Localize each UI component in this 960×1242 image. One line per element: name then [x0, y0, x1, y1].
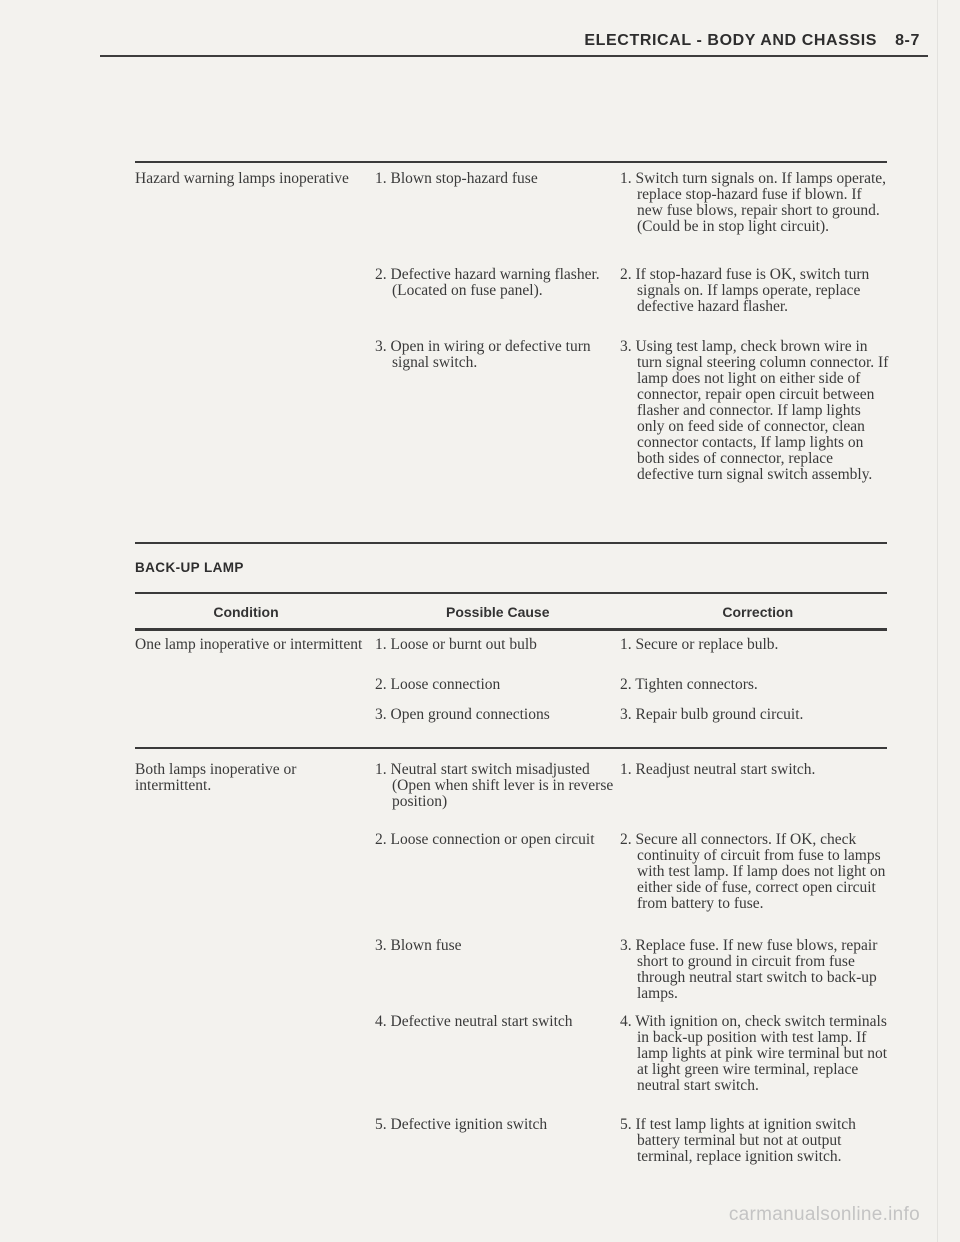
hazard-table [135, 171, 895, 483]
table-header [135, 604, 887, 620]
group1-correction-2: 2. Tighten connectors. [620, 676, 758, 693]
hazard-cause-2: 2. Defective hazard warning flasher. (Located on fuse panel). [375, 266, 600, 299]
page-header [540, 32, 920, 50]
hazard-cause-1: 1. Blown stop-hazard fuse [375, 170, 538, 187]
group2-cause-4: 4. Defective neutral start switch [375, 1013, 573, 1030]
group1-correction-1: 1. Secure or replace bulb. [620, 636, 779, 653]
group1-cause-1: 1. Loose or burnt out bulb [375, 636, 537, 653]
header-rule-under [135, 628, 887, 631]
backup-group-1 [135, 637, 895, 723]
backup-top-rule [135, 592, 887, 594]
group-divider [135, 747, 887, 749]
header-rule [100, 55, 928, 57]
group2-condition: Both lamps inoperative or intermittent. [135, 761, 297, 794]
group2-correction-1: 1. Readjust neutral start switch. [620, 761, 816, 778]
header-correction: Correction [722, 604, 794, 620]
group1-cause-2: 2. Loose connection [375, 676, 501, 693]
group2-correction-5: 5. If test lamp lights at ignition switch battery terminal but not at output terminal, replace ignition switch. [620, 1116, 856, 1165]
group2-cause-3: 3. Blown fuse [375, 937, 462, 954]
hazard-bottom-rule [135, 542, 887, 544]
group2-correction-4: 4. With ignition on, check switch terminals in back-up position with test lamp. If lamp lights at pink wire terminal but not at light green wire terminal, replace neutral start switch. [620, 1013, 888, 1094]
hazard-correction-2: 2. If stop-hazard fuse is OK, switch turn signals on. If lamps operate, replace defective hazard flasher. [620, 266, 870, 315]
group1-condition: One lamp inoperative or intermittent [135, 636, 363, 653]
group2-cause-2: 2. Loose connection or open circuit [375, 831, 595, 848]
hazard-correction-3: 3. Using test lamp, check brown wire in turn signal steering column connector. If lamp does not light on either side of connector, repair open circuit between flasher and connector. If lamp lights only on feed side of connector, clean connector contacts, If lamp lights on both sides of connector, replace defective turn signal switch assembly. [620, 338, 889, 483]
hazard-condition: Hazard warning lamps inoperative [135, 170, 349, 187]
group2-cause-1: 1. Neutral start switch misadjusted (Open when shift lever is in reverse position) [375, 761, 614, 810]
header-condition: Condition [213, 604, 279, 620]
group2-cause-5: 5. Defective ignition switch [375, 1116, 548, 1133]
group1-cause-3: 3. Open ground connections [375, 706, 550, 723]
page-number: 8-7 [895, 32, 920, 49]
hazard-correction-1: 1. Switch turn signals on. If lamps operate, replace stop-hazard fuse if blown. If new fuse blows, repair short to ground. (Could be in stop light circuit). [620, 170, 887, 235]
group2-correction-2: 2. Secure all connectors. If OK, check continuity of circuit from fuse to lamps with test lamp. If lamp does not light on either side of fuse, correct open circuit from battery to fuse. [620, 831, 886, 912]
group2-correction-3: 3. Replace fuse. If new fuse blows, repair short to ground in circuit from fuse through neutral start switch to back-up lamps. [620, 937, 878, 1002]
hazard-cause-3: 3. Open in wiring or defective turn signal switch. [375, 338, 591, 371]
section-title: BACK-UP LAMP [135, 560, 244, 575]
backup-group-2 [135, 762, 895, 1165]
watermark: carmanualsonline.info [728, 1204, 920, 1225]
header-cause: Possible Cause [446, 604, 550, 620]
hazard-top-rule [135, 161, 887, 163]
page-edge [937, 0, 938, 1242]
header-title: ELECTRICAL - BODY AND CHASSIS [584, 32, 878, 49]
group1-correction-3: 3. Repair bulb ground circuit. [620, 706, 804, 723]
